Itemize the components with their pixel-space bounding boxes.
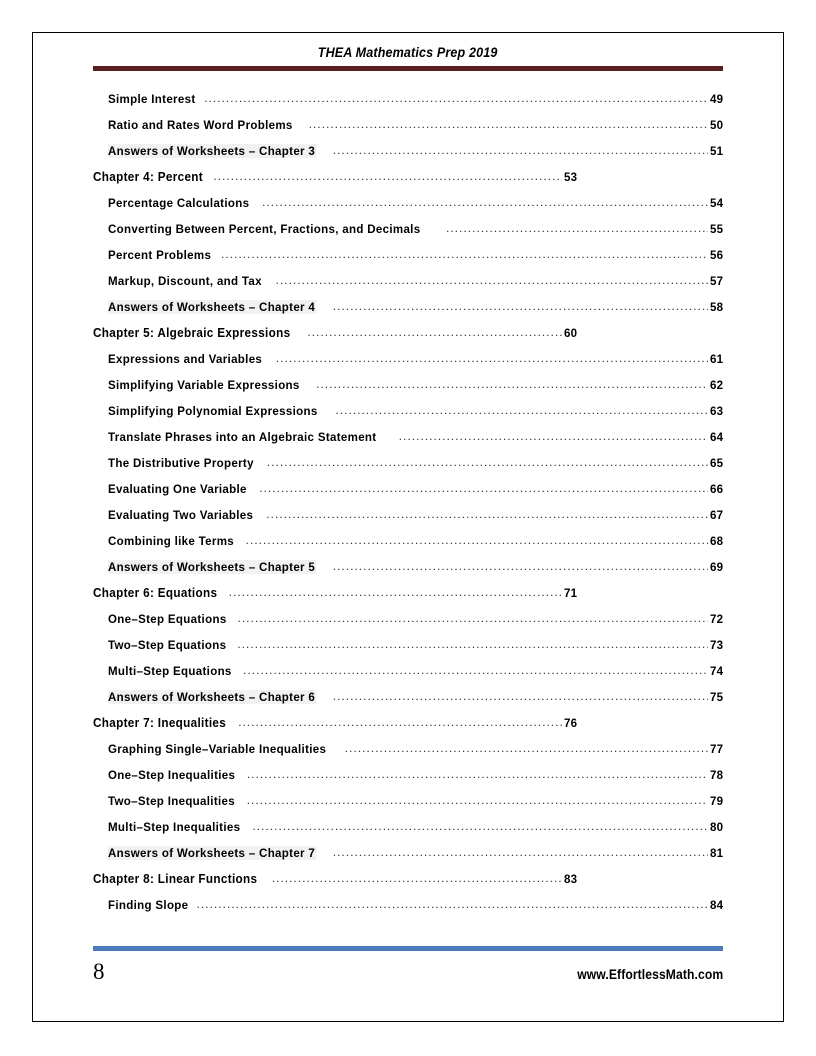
- toc-entry-section[interactable]: [93, 794, 723, 820]
- toc-entry-page-number: 63: [709, 404, 723, 418]
- toc-entry-label: Two–Step Inequalities: [108, 794, 236, 808]
- toc-entry-chapter[interactable]: [93, 716, 577, 742]
- toc-entry-page-number: 56: [709, 248, 723, 262]
- dot-leader: [238, 716, 562, 729]
- toc-entry-label: One–Step Equations: [108, 612, 227, 626]
- dot-leader: [252, 820, 708, 833]
- toc-entry-label: The Distributive Property: [108, 456, 254, 470]
- toc-entry-section[interactable]: [93, 352, 723, 378]
- toc-entry-section[interactable]: [93, 248, 723, 274]
- dot-leader: [267, 456, 708, 469]
- toc-entry-page-number: 76: [563, 716, 577, 730]
- dot-leader: [333, 560, 708, 573]
- toc-entry-chapter[interactable]: [93, 326, 577, 352]
- dot-leader: [221, 248, 708, 261]
- toc-entry-page-number: 64: [709, 430, 723, 444]
- dot-leader: [446, 222, 708, 235]
- toc-entry-label: Translate Phrases into an Algebraic Statement: [108, 430, 377, 444]
- toc-entry-label: Chapter 5: Algebraic Expressions: [93, 326, 291, 340]
- toc-entry-page-number: 68: [709, 534, 723, 548]
- toc-entry-page-number: 62: [709, 378, 723, 392]
- toc-entry-section[interactable]: [93, 222, 723, 248]
- toc-entry-label: Chapter 4: Percent: [93, 170, 204, 184]
- running-footer: [93, 946, 723, 983]
- toc-entry-label: Expressions and Variables: [108, 352, 263, 366]
- toc-entry-section[interactable]: [93, 404, 723, 430]
- toc-entry-section[interactable]: [93, 612, 723, 638]
- toc-entry-chapter[interactable]: [93, 586, 577, 612]
- running-header: [93, 44, 723, 71]
- toc-entry-label: Chapter 6: Equations: [93, 586, 218, 600]
- toc-entry-label: Answers of Worksheets – Chapter 7: [108, 846, 316, 860]
- dot-leader: [259, 482, 708, 495]
- toc-entry-page-number: 49: [709, 92, 723, 106]
- toc-entry-section[interactable]: [93, 846, 723, 872]
- toc-entry-page-number: 57: [709, 274, 723, 288]
- toc-entry-page-number: 83: [563, 872, 577, 886]
- toc-entry-section[interactable]: [93, 768, 723, 794]
- toc-entry-label: One–Step Inequalities: [108, 768, 236, 782]
- toc-entry-section[interactable]: [93, 690, 723, 716]
- toc-entry-label: Simple Interest: [108, 92, 196, 106]
- toc-entry-section[interactable]: [93, 560, 723, 586]
- toc-entry-page-number: 81: [709, 846, 723, 860]
- dot-leader: [333, 690, 708, 703]
- toc-entry-label: Combining like Terms: [108, 534, 235, 548]
- dot-leader: [247, 794, 708, 807]
- toc-entry-page-number: 65: [709, 456, 723, 470]
- toc-entry-label: Ratio and Rates Word Problems: [108, 118, 293, 132]
- toc-entry-section[interactable]: [93, 144, 723, 170]
- dot-leader: [276, 274, 708, 287]
- toc-entry-label: Evaluating Two Variables: [108, 508, 254, 522]
- dot-leader: [345, 742, 708, 755]
- toc-entry-page-number: 74: [709, 664, 723, 678]
- dot-leader: [246, 534, 708, 547]
- dot-leader: [333, 144, 708, 157]
- toc-entry-chapter[interactable]: [93, 170, 577, 196]
- toc-entry-section[interactable]: [93, 534, 723, 560]
- toc-entry-label: Multi–Step Inequalities: [108, 820, 241, 834]
- toc-entry-page-number: 72: [709, 612, 723, 626]
- toc-entry-page-number: 69: [709, 560, 723, 574]
- dot-leader: [243, 664, 708, 677]
- toc-entry-section[interactable]: [93, 742, 723, 768]
- dot-leader: [204, 92, 708, 105]
- dot-leader: [307, 326, 562, 339]
- toc-entry-page-number: 50: [709, 118, 723, 132]
- page-content: [93, 44, 723, 924]
- toc-entry-section[interactable]: [93, 274, 723, 300]
- header-rule: [93, 66, 723, 71]
- toc-entry-label: Simplifying Variable Expressions: [108, 378, 300, 392]
- toc-entry-section[interactable]: [93, 898, 723, 924]
- website-url: www.EffortlessMath.com: [576, 967, 723, 982]
- toc-entry-page-number: 71: [563, 586, 577, 600]
- toc-entry-label: Converting Between Percent, Fractions, and Decimals: [108, 222, 421, 236]
- toc-entry-chapter[interactable]: [93, 872, 577, 898]
- toc-entry-page-number: 55: [709, 222, 723, 236]
- toc-entry-page-number: 58: [709, 300, 723, 314]
- toc-entry-page-number: 84: [709, 898, 723, 912]
- toc-entry-section[interactable]: [93, 92, 723, 118]
- toc-entry-label: Evaluating One Variable: [108, 482, 247, 496]
- footer-row: [93, 960, 723, 983]
- dot-leader: [213, 170, 562, 183]
- toc-entry-page-number: 60: [563, 326, 577, 340]
- toc-entry-label: Answers of Worksheets – Chapter 3: [108, 144, 316, 158]
- dot-leader: [229, 586, 562, 599]
- toc-entry-label: Percentage Calculations: [108, 196, 250, 210]
- toc-entry-page-number: 61: [709, 352, 723, 366]
- toc-entry-label: Finding Slope: [108, 898, 189, 912]
- toc-entry-page-number: 67: [709, 508, 723, 522]
- dot-leader: [237, 612, 707, 625]
- toc-entry-page-number: 75: [709, 690, 723, 704]
- toc-entry-label: Multi–Step Equations: [108, 664, 232, 678]
- dot-leader: [335, 404, 707, 417]
- toc-entry-label: Answers of Worksheets – Chapter 4: [108, 300, 316, 314]
- toc-entry-section[interactable]: [93, 664, 723, 690]
- dot-leader: [276, 352, 708, 365]
- toc-entry-section[interactable]: [93, 196, 723, 222]
- toc-entry-page-number: 66: [709, 482, 723, 496]
- book-title: THEA Mathematics Prep 2019: [318, 45, 498, 60]
- toc-entry-section[interactable]: [93, 118, 723, 144]
- toc-entry-section[interactable]: [93, 638, 723, 664]
- toc-entry-page-number: 80: [709, 820, 723, 834]
- toc-entry-label: Answers of Worksheets – Chapter 5: [108, 560, 316, 574]
- toc-entry-page-number: 53: [563, 170, 577, 184]
- dot-leader: [272, 872, 562, 885]
- dot-leader: [399, 430, 708, 443]
- page-number: 8: [93, 959, 105, 984]
- toc-entry-page-number: 51: [709, 144, 723, 158]
- dot-leader: [333, 846, 708, 859]
- toc-entry-section[interactable]: [93, 456, 723, 482]
- toc-entry-section[interactable]: [93, 378, 723, 404]
- toc-entry-page-number: 77: [709, 742, 723, 756]
- toc-entry-label: Simplifying Polynomial Expressions: [108, 404, 318, 418]
- toc-entry-section[interactable]: [93, 300, 723, 326]
- toc-entry-label: Chapter 7: Inequalities: [93, 716, 227, 730]
- toc-entry-label: Two–Step Equations: [108, 638, 227, 652]
- table-of-contents: [93, 92, 723, 924]
- toc-entry-section[interactable]: [93, 482, 723, 508]
- dot-leader: [237, 638, 708, 651]
- toc-entry-page-number: 73: [709, 638, 723, 652]
- toc-entry-label: Markup, Discount, and Tax: [108, 274, 262, 288]
- toc-entry-label: Percent Problems: [108, 248, 212, 262]
- toc-entry-section[interactable]: [93, 508, 723, 534]
- dot-leader: [266, 508, 708, 521]
- toc-entry-page-number: 79: [709, 794, 723, 808]
- dot-leader: [309, 118, 708, 131]
- dot-leader: [333, 300, 708, 313]
- dot-leader: [196, 898, 707, 911]
- toc-entry-section[interactable]: [93, 430, 723, 456]
- toc-entry-label: Graphing Single–Variable Inequalities: [108, 742, 327, 756]
- footer-rule: [93, 946, 723, 951]
- toc-entry-page-number: 54: [709, 196, 723, 210]
- dot-leader: [316, 378, 708, 391]
- toc-entry-label: Chapter 8: Linear Functions: [93, 872, 258, 886]
- dot-leader: [262, 196, 708, 209]
- dot-leader: [247, 768, 708, 781]
- toc-entry-label: Answers of Worksheets – Chapter 6: [108, 690, 316, 704]
- toc-entry-page-number: 78: [709, 768, 723, 782]
- toc-entry-section[interactable]: [93, 820, 723, 846]
